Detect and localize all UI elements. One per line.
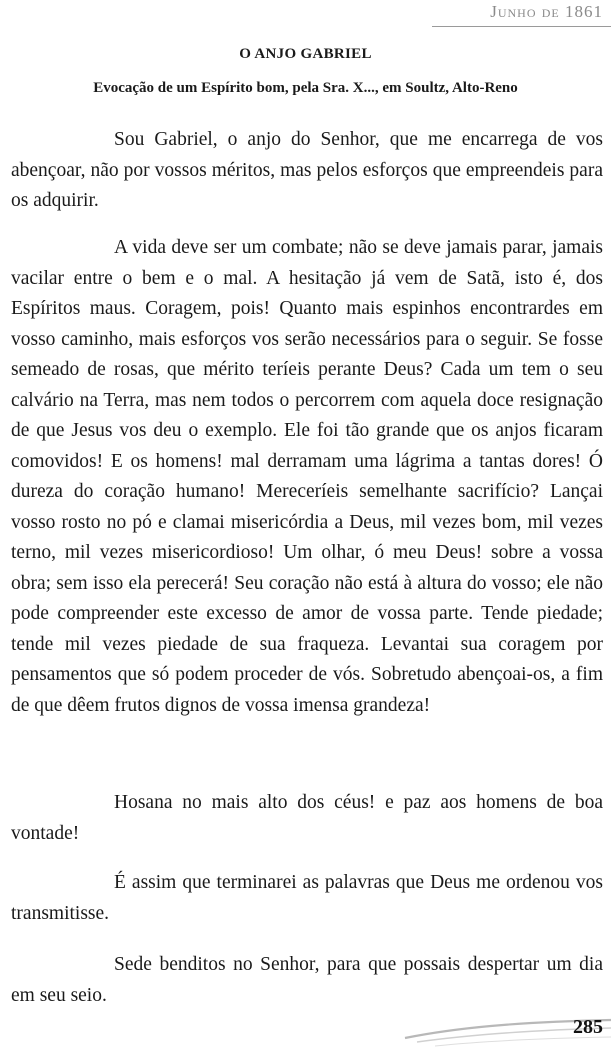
running-head: Junho de 1861 (490, 2, 603, 21)
page-number: 285 (573, 1016, 603, 1038)
article-title: O ANJO GABRIEL (239, 46, 372, 62)
paragraph-3: Hosana no mais alto dos céus! e paz aos homens de boa vontade! (11, 792, 603, 844)
paragraph-4: É assim que terminarei as palavras que Deus me ordenou vos transmitisse. (11, 872, 603, 924)
paragraph-2: A vida deve ser um combate; não se deve jamais parar, jamais vacilar entre o bem e o mal. A hesitação já vem de Satã, isto é, dos Espíritos maus. Coragem, pois! Quanto mais espinhos encontrardes em vosso caminho, mais esforços vos serão necessários para o seguir. Se fosse semeado de rosas, que mérito teríeis perante Deus? Cada um tem o seu calvário na Terra, mas nem todos o percorrem com aquela doce resignação de que Jesus vos deu o exemplo. Ele foi tão grande que os anjos ficaram comovidos! E os homens! mal derramam uma lágrima a tantas dores! Ó dureza do coração humano! Mereceríeis semelhante sacrifício? Lançai vosso rosto no pó e clamai misericórdia a Deus, mil vezes bom, mil vezes terno, mil vezes misericordioso! Um olhar, ó meu Deus! sobre a vossa obra; sem isso ela perecerá! Seu coração não está à altura do vosso; ele não pode compreender este excesso de amor de vossa parte. Tende piedade; tende mil vezes piedade de sua fraqueza. Levantai sua coragem por pensamentos que só podem proceder de vós. Sobretudo abençoai-os, a fim de que dêem frutos dignos de vossa imensa grandeza! (11, 237, 603, 716)
paragraph-1: Sou Gabriel, o anjo do Senhor, que me encarrega de vos abençoar, não por vossos méritos, mas pelos esforços que empreendeis para os adquirir. (11, 129, 603, 211)
header-rule (432, 26, 611, 27)
paragraph-5: Sede benditos no Senhor, para que possais despertar um dia em seu seio. (11, 954, 603, 1006)
article-subtitle: Evocação de um Espírito bom, pela Sra. X..., em Soultz, Alto-Reno (93, 80, 518, 96)
